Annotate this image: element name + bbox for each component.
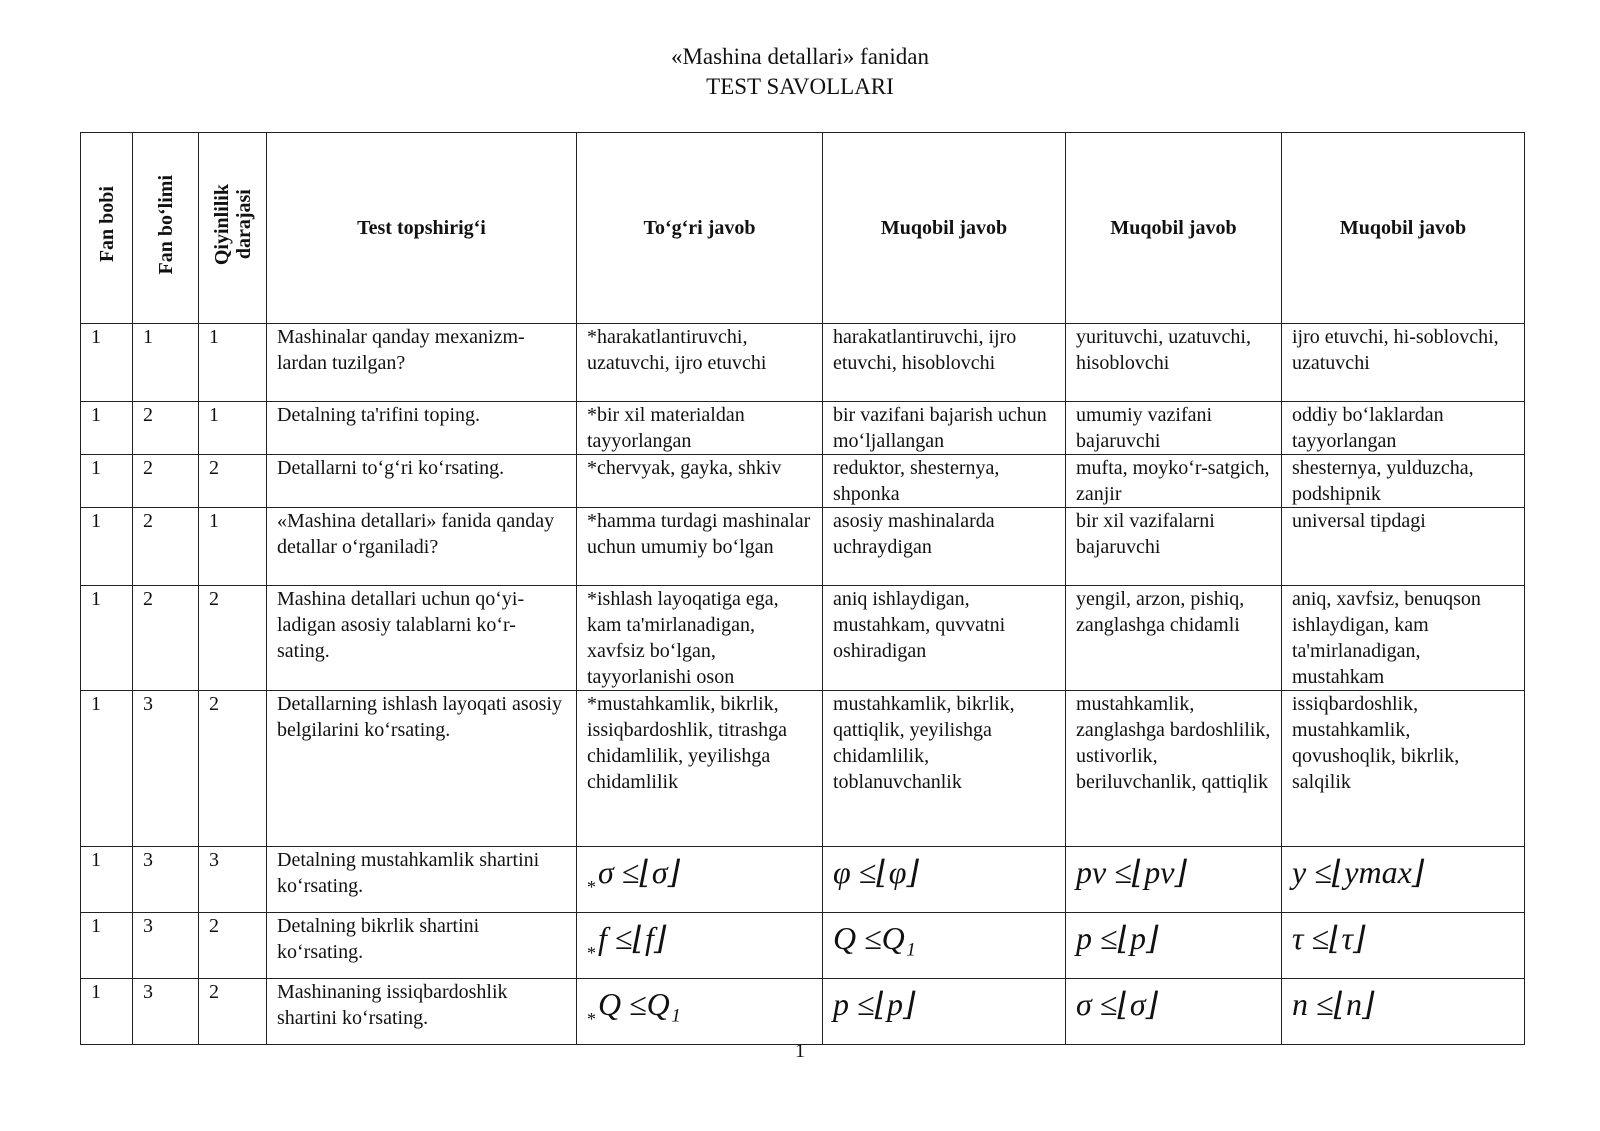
cell-muqobil-javob-3: shesternya, yulduzcha, podshipnik: [1282, 455, 1525, 508]
cell-muqobil-javob-1: aniq ishlaydigan, mustahkam, quvvatni oshiradigan: [823, 586, 1066, 691]
table-header-row: [81, 133, 1525, 324]
formula: [1076, 920, 1159, 956]
cell-test-topshirigi: Detalning bikrlik shartini ko‘rsating.: [267, 913, 577, 979]
cell-muqobil-javob-3: ijro etuvchi, hi-soblovchi, uzatuvchi: [1282, 324, 1525, 402]
cell-muqobil-javob-3: [1282, 913, 1525, 979]
table-row: [81, 847, 1525, 913]
cell-muqobil-javob-1: bir vazifani bajarish uchun mo‘ljallangan: [823, 402, 1066, 455]
cell-muqobil-javob-3: issiqbardoshlik, mustahkamlik, qovushoqlik, bikrlik, salqilik: [1282, 691, 1525, 847]
cell-fan-bobi: 1: [81, 847, 133, 913]
cell-muqobil-javob-2: [1066, 979, 1282, 1045]
table-row: [81, 324, 1525, 402]
formula: [587, 986, 681, 1029]
cell-fan-bolimi: 2: [133, 402, 199, 455]
table-row: [81, 586, 1525, 691]
table-row: [81, 979, 1525, 1045]
formula: [833, 986, 916, 1022]
cell-togri-javob: *bir xil materialdan tayyorlangan: [577, 402, 823, 455]
cell-muqobil-javob-2: [1066, 847, 1282, 913]
title-line-1: «Mashina detallari» fanidan: [670, 44, 930, 69]
table-row: [81, 691, 1525, 847]
cell-test-topshirigi: Mashinaning issiqbardoshlik shartini ko‘rsating.: [267, 979, 577, 1045]
header-fan-bobi: Fan bobi: [81, 133, 133, 324]
cell-muqobil-javob-1: [823, 847, 1066, 913]
cell-fan-bobi: 1: [81, 508, 133, 586]
cell-togri-javob: *hamma turdagi mashinalar uchun umumiy bo‘lgan: [577, 508, 823, 586]
cell-muqobil-javob-1: harakatlantiruvchi, ijro etuvchi, hisoblovchi: [823, 324, 1066, 402]
formula: [1292, 986, 1375, 1022]
cell-fan-bobi: 1: [81, 324, 133, 402]
cell-muqobil-javob-3: oddiy bo‘laklardan tayyorlangan: [1282, 402, 1525, 455]
cell-togri-javob: *ishlash layoqatiga ega, kam ta'mirlanadigan, xavfsiz bo‘lgan, tayyorlanishi oson: [577, 586, 823, 691]
cell-fan-bobi: 1: [81, 913, 133, 979]
table-row: [81, 508, 1525, 586]
formula: [1292, 854, 1424, 890]
formula-text: n ≤⌊n⌋: [1292, 986, 1375, 1022]
cell-fan-bobi: 1: [81, 402, 133, 455]
table-row: [81, 402, 1525, 455]
cell-fan-bolimi: 3: [133, 691, 199, 847]
formula-text: p ≤⌊p⌋: [1076, 920, 1159, 956]
cell-muqobil-javob-1: [823, 913, 1066, 979]
cell-qiyinlilik: 2: [199, 586, 267, 691]
cell-test-topshirigi: Detalning mustahkamlik shartini ko‘rsating.: [267, 847, 577, 913]
cell-fan-bobi: 1: [81, 455, 133, 508]
cell-muqobil-javob-1: mustahkamlik, bikrlik, qattiqlik, yeyilishga chidamlilik, toblanuvchanlik: [823, 691, 1066, 847]
formula-text: p ≤⌊p⌋: [833, 986, 916, 1022]
cell-fan-bobi: 1: [81, 979, 133, 1045]
cell-muqobil-javob-2: mustahkamlik, zanglashga bardoshlilik, ustivorlik, beriluvchanlik, qattiqlik: [1066, 691, 1282, 847]
cell-togri-javob: [577, 847, 823, 913]
cell-qiyinlilik: 2: [199, 913, 267, 979]
cell-muqobil-javob-1: reduktor, shesternya, shponka: [823, 455, 1066, 508]
cell-qiyinlilik: 2: [199, 691, 267, 847]
correct-marker: *: [587, 943, 596, 963]
cell-muqobil-javob-3: universal tipdagi: [1282, 508, 1525, 586]
formula: [833, 920, 916, 956]
cell-fan-bolimi: 2: [133, 586, 199, 691]
title-line-2: TEST SAVOLLARI: [706, 74, 894, 99]
correct-marker: *: [587, 1009, 596, 1029]
cell-qiyinlilik: 2: [199, 979, 267, 1045]
formula: [587, 854, 681, 897]
cell-muqobil-javob-3: [1282, 979, 1525, 1045]
table-row: [81, 913, 1525, 979]
formula-text: τ ≤⌊τ⌋: [1292, 920, 1366, 956]
header-muqobil-javob-3: Muqobil javob: [1282, 133, 1525, 324]
header-qiyinlilik: Qiyinlilik darajasi: [199, 133, 267, 324]
cell-muqobil-javob-1: asosiy mashinalarda uchraydigan: [823, 508, 1066, 586]
cell-muqobil-javob-2: yurituvchi, uzatuvchi, hisoblovchi: [1066, 324, 1282, 402]
cell-fan-bolimi: 3: [133, 979, 199, 1045]
cell-muqobil-javob-3: [1282, 847, 1525, 913]
formula: [1076, 854, 1187, 890]
cell-fan-bobi: 1: [81, 691, 133, 847]
cell-muqobil-javob-2: bir xil vazifalarni bajaruvchi: [1066, 508, 1282, 586]
formula-text: Q ≤Q₁: [833, 920, 916, 956]
header-fan-bolimi: Fan bo‘limi: [133, 133, 199, 324]
cell-togri-javob: *chervyak, gayka, shkiv: [577, 455, 823, 508]
cell-fan-bolimi: 2: [133, 455, 199, 508]
cell-muqobil-javob-2: [1066, 913, 1282, 979]
formula-text: y ≤⌊ymax⌋: [1292, 854, 1425, 890]
cell-test-topshirigi: Detallarni to‘g‘ri ko‘rsating.: [267, 455, 577, 508]
cell-test-topshirigi: Mashina detallari uchun qo‘yi-ladigan asosiy talablarni ko‘r-sating.: [267, 586, 577, 691]
cell-fan-bolimi: 2: [133, 508, 199, 586]
cell-togri-javob: *mustahkamlik, bikrlik, issiqbardoshlik, titrashga chidamlilik, yeyilishga chidamlilik: [577, 691, 823, 847]
cell-togri-javob: [577, 913, 823, 979]
header-muqobil-javob-2: Muqobil javob: [1066, 133, 1282, 324]
cell-qiyinlilik: 3: [199, 847, 267, 913]
formula: [833, 854, 919, 890]
test-table: [80, 132, 1525, 1045]
cell-fan-bolimi: 3: [133, 913, 199, 979]
cell-muqobil-javob-2: yengil, arzon, pishiq, zanglashga chidamli: [1066, 586, 1282, 691]
formula: [587, 920, 667, 963]
cell-test-topshirigi: Detallarning ishlash layoqati asosiy belgilarini ko‘rsating.: [267, 691, 577, 847]
formula-text: pv ≤⌊pv⌋: [1076, 854, 1187, 890]
cell-togri-javob: *harakatlantiruvchi, uzatuvchi, ijro etuvchi: [577, 324, 823, 402]
cell-qiyinlilik: 2: [199, 455, 267, 508]
cell-muqobil-javob-1: [823, 979, 1066, 1045]
cell-muqobil-javob-2: mufta, moyko‘r-satgich, zanjir: [1066, 455, 1282, 508]
formula: [1292, 920, 1365, 956]
formula-text: f ≤⌊f⌋: [598, 920, 667, 956]
cell-test-topshirigi: «Mashina detallari» fanida qanday detallar o‘rganiladi?: [267, 508, 577, 586]
cell-muqobil-javob-3: aniq, xavfsiz, benuqson ishlaydigan, kam ta'mirlanadigan, mustahkam: [1282, 586, 1525, 691]
document-title: [0, 42, 1600, 102]
cell-qiyinlilik: 1: [199, 402, 267, 455]
table-row: [81, 455, 1525, 508]
formula-text: Q ≤Q₁: [598, 986, 681, 1022]
header-test-topshirigi: Test topshirig‘i: [267, 133, 577, 324]
cell-test-topshirigi: Detalning ta'rifini toping.: [267, 402, 577, 455]
cell-qiyinlilik: 1: [199, 324, 267, 402]
formula-text: φ ≤⌊φ⌋: [833, 854, 919, 890]
formula-text: σ ≤⌊σ⌋: [1076, 986, 1159, 1022]
formula-text: σ ≤⌊σ⌋: [598, 854, 681, 890]
cell-muqobil-javob-2: umumiy vazifani bajaruvchi: [1066, 402, 1282, 455]
cell-test-topshirigi: Mashinalar qanday mexanizm-lardan tuzilgan?: [267, 324, 577, 402]
cell-togri-javob: [577, 979, 823, 1045]
cell-fan-bolimi: 3: [133, 847, 199, 913]
header-muqobil-javob-1: Muqobil javob: [823, 133, 1066, 324]
formula: [1076, 986, 1158, 1022]
cell-qiyinlilik: 1: [199, 508, 267, 586]
correct-marker: *: [587, 877, 596, 897]
cell-fan-bolimi: 1: [133, 324, 199, 402]
cell-fan-bobi: 1: [81, 586, 133, 691]
header-togri-javob: To‘g‘ri javob: [577, 133, 823, 324]
page-number: 1: [795, 1040, 805, 1062]
